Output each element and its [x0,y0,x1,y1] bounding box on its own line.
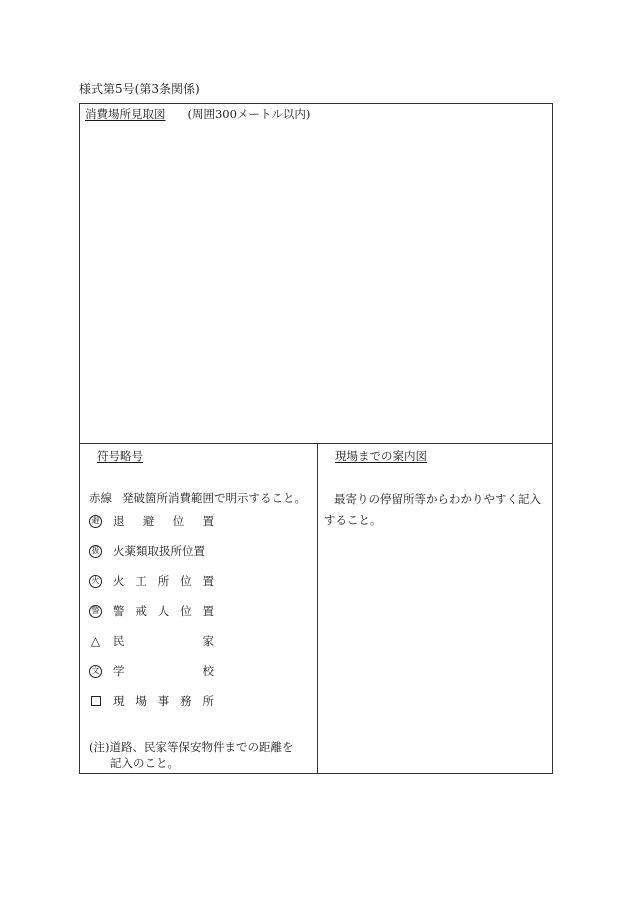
legend-label-guard-position [113,603,214,619]
site-map-heading [85,106,310,122]
legend-label-igniter-position [113,573,214,589]
legend-symbol-glyph: 火 [89,575,102,588]
legend-row-site-office [88,692,214,710]
legend-label-char: 警 [113,604,125,618]
distance-note-line2: 記入のこと。 [110,756,179,770]
legend-label-private-house [113,633,214,649]
legend-label-char: 所 [157,574,170,588]
legend-label-char: 工 [135,574,147,588]
legend-label-char: 民 [113,634,125,648]
legend-label-char: 校 [202,664,214,678]
legend-label-char: 位 [180,604,192,618]
legend-symbol-private-house [88,634,103,648]
legend-row-explosives-handling-position [88,542,214,560]
legend-label-explosives-handling-position: 火薬類取扱所位置 [113,544,205,558]
guide-map-title: 現場までの案内図 [335,449,427,463]
legend-label-char: 置 [202,604,214,618]
legend-row-igniter-position [88,572,214,590]
distance-note-line1: (注)道路、民家等保安物件までの距離を [89,740,294,754]
legend-symbol-glyph: △ [90,634,101,648]
guide-map-instructions: 最寄りの停留所等からわかりやすく記入すること。 [324,492,541,527]
legend-label-char: 学 [113,664,125,678]
legend-label-char: 場 [135,694,147,708]
legend-label-char: 家 [202,634,214,648]
legend-label-evacuation-position [113,513,214,529]
legend-label-char: 務 [180,694,192,708]
legend-symbol-glyph [91,696,101,706]
form-title: 様式第5号(第3条関係) [79,82,200,96]
legend-title: 符号略号 [97,449,143,463]
legend-symbol-guard-position [88,605,103,618]
legend-symbol-glyph: 文 [89,665,102,678]
legend-symbol-igniter-position [88,575,103,588]
legend-section [80,444,318,773]
legend-label-char: 退 [113,514,125,528]
legend-label-char: 所 [202,694,214,708]
legend-row-evacuation-position [88,512,214,530]
red-line-label: 赤線 [89,491,112,505]
red-line-description: 発破箇所消費範囲で明示すること。 [122,491,306,505]
legend-symbol-glyph: 警 [89,605,102,618]
site-map-title: 消費場所見取図 [85,107,166,121]
legend-label-char: 位 [172,514,185,528]
legend-row-private-house [88,632,214,650]
legend-label-char: 位 [180,574,192,588]
legend-row-school [88,662,214,680]
legend-symbol-school [88,665,103,678]
red-line-legend [89,490,306,506]
guide-map-section [318,444,552,773]
legend-symbol-site-office [88,696,103,706]
legend-row-guard-position [88,602,214,620]
legend-label-char: 火 [113,574,125,588]
legend-label-char: 事 [157,694,170,708]
legend-label-site-office [113,693,214,709]
legend-label-char: 戒 [135,604,147,618]
legend-label-char: 置 [202,514,214,528]
site-map-section [80,104,552,444]
legend-label-char: 置 [202,574,214,588]
legend-symbol-glyph: 扱 [89,545,102,558]
legend-symbol-glyph: 避 [89,515,102,528]
legend-label-char: 人 [157,604,170,618]
distance-note [89,739,314,771]
legend-label-char: 避 [142,514,155,528]
site-map-range-note: (周囲300メートル以内) [187,107,311,121]
legend-symbol-explosives-handling-position [88,545,103,558]
form-frame [79,103,553,774]
legend-label-school [113,663,214,679]
legend-label-char: 現 [113,694,125,708]
legend-symbol-evacuation-position [88,515,103,528]
